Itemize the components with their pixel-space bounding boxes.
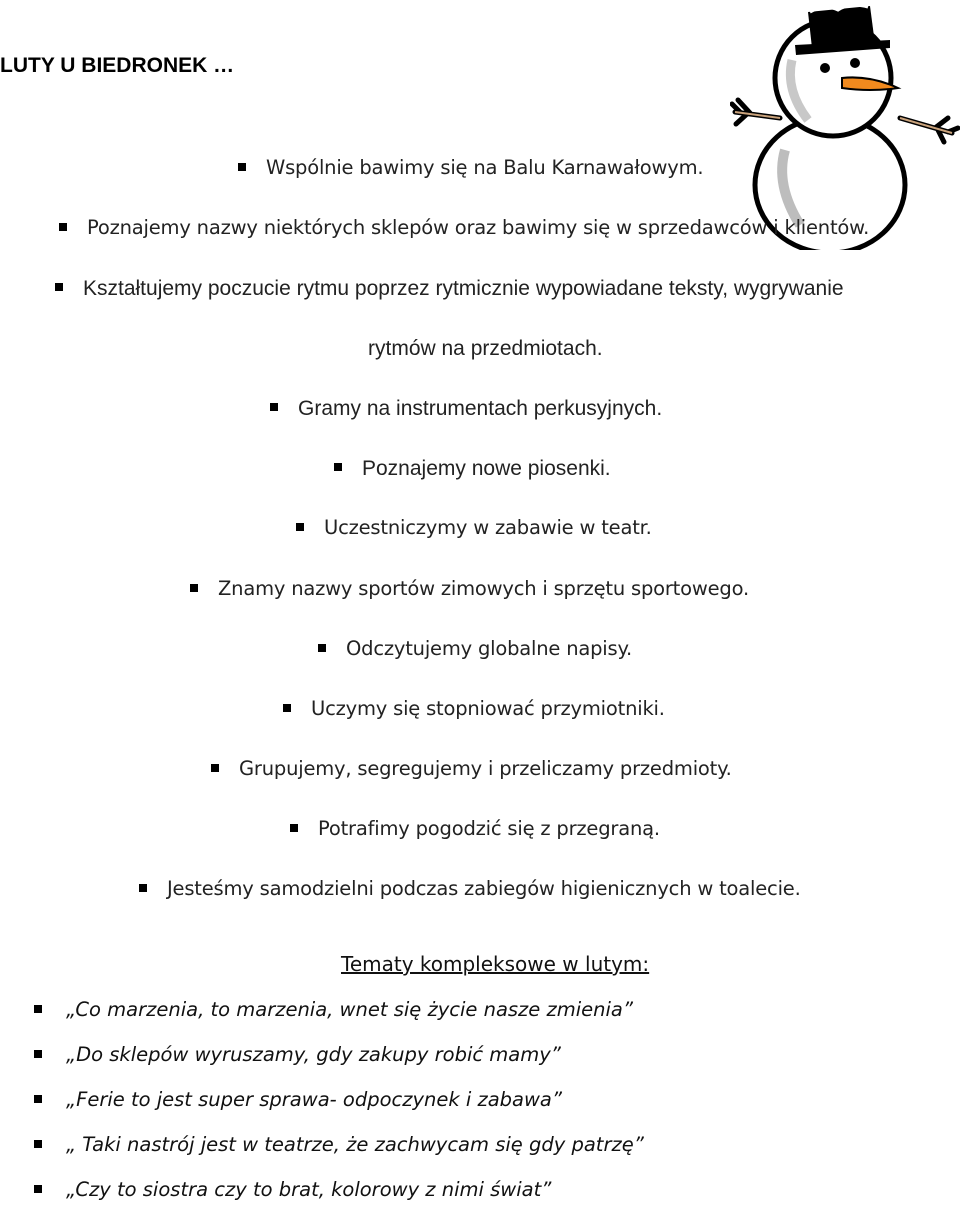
list-item: Grupujemy, segregujemy i przeliczamy przedmioty. [211,754,732,784]
list-item: Uczestniczymy w zabawie w teatr. [296,513,652,543]
list-item: Odczytujemy globalne napisy. [318,634,632,664]
square-bullet-icon [334,463,342,471]
square-bullet-icon [290,824,298,832]
square-bullet-icon [139,884,147,892]
list-item: Wspólnie bawimy się na Balu Karnawałowym. [238,153,703,183]
list-item: Znamy nazwy sportów zimowych i sprzętu sportowego. [190,574,749,604]
square-bullet-icon [59,223,67,231]
list-item: „Ferie to jest super sprawa- odpoczynek i zabawa” [34,1085,562,1115]
square-bullet-icon [190,584,198,592]
square-bullet-icon [34,1050,42,1058]
list-item: „ Taki nastrój jest w teatrze, że zachwycam się gdy patrzę” [34,1130,644,1160]
list-item: „Co marzenia, to marzenia, wnet się życie nasze zmienia” [34,995,633,1025]
list-item: Poznajemy nowe piosenki. [334,454,611,484]
square-bullet-icon [211,764,219,772]
square-bullet-icon [34,1095,42,1103]
list-item: Gramy na instrumentach perkusyjnych. [270,394,662,424]
list-item: „Do sklepów wyruszamy, gdy zakupy robić mamy” [34,1040,561,1070]
square-bullet-icon [238,163,246,171]
square-bullet-icon [283,704,291,712]
square-bullet-icon [296,523,304,531]
square-bullet-icon [34,1140,42,1148]
list-item: Kształtujemy poczucie rytmu poprzez rytmicznie wypowiadane teksty, wygrywanie [55,274,844,304]
square-bullet-icon [34,1005,42,1013]
square-bullet-icon [270,403,278,411]
list-item: Jesteśmy samodzielni podczas zabiegów higienicznych w toalecie. [139,874,801,904]
square-bullet-icon [55,283,63,291]
list-item: Potrafimy pogodzić się z przegraną. [290,814,660,844]
square-bullet-icon [318,644,326,652]
list-item: Poznajemy nazwy niektórych sklepów oraz bawimy się w sprzedawców i klientów. [59,213,869,243]
list-item-continuation: rytmów na przedmiotach. [368,337,603,360]
topics-heading: Tematy kompleksowe w lutym: [341,952,650,976]
square-bullet-icon [34,1185,42,1193]
list-item: Uczymy się stopniować przymiotniki. [283,694,665,724]
list-item: „Czy to siostra czy to brat, kolorowy z nimi świat” [34,1175,551,1205]
page-title: LUTY U BIEDRONEK … [0,54,235,77]
